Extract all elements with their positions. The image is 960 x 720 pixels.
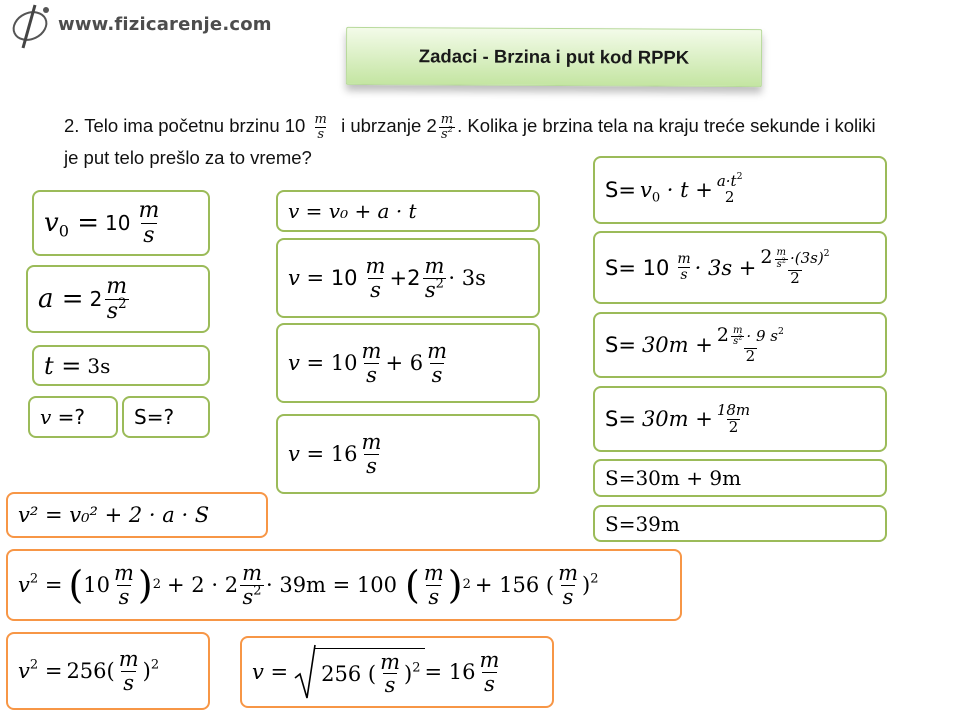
problem-text: 2. Telo ima početnu brzinu 10 $\frac{m}{s}$ i ubrzanje 2 $\frac{m}{s^2}$ . Kolika je brzina tela na kraju treće sekunde i koliki je put telo prešlo za to vreme? <box>64 111 876 168</box>
site-url[interactable]: www.fizicarenje.com <box>58 14 272 35</box>
unknown-s: S=? <box>122 396 210 438</box>
site-logo <box>6 2 58 50</box>
check-formula: v² = v₀² + 2 · a · S <box>6 492 268 538</box>
velocity-substitution: v = 10 $\frac{m}{s}$ +2 $\frac{m}{s^2}$ · 3s <box>276 238 540 318</box>
distance-step-1: S= 30m + 2 $\frac{m}{s^2}$ · 9 $s^2$ 2 <box>593 312 887 378</box>
distance-result: S=39m <box>593 505 887 542</box>
velocity-formula: v = v₀ + a · t <box>276 190 540 232</box>
check-substitution: $v^2$ = ( 10 $\frac{m}{s}$ ) 2 + 2 · 2 $\frac{m}{s^2}$ · 39m = 100 ( $\frac{m}{s}$ ) 2 + 156 ( $\frac{m}{s}$ )$^2$ <box>6 549 682 621</box>
velocity-result: v = 16 $\frac{m}{s}$ <box>276 414 540 494</box>
distance-step-3: S=30m + 9m <box>593 459 887 497</box>
distance-substitution: S= 10 $\frac{m}{s}$ · 3s + 2 $\frac{m}{s^2}$ $\cdot(3s)^2$ 2 <box>593 231 887 304</box>
distance-step-2: S= 30m + $\frac{18m}{2}$ <box>593 386 887 452</box>
given-v0: $v_0$ = 10 $\frac{m}{s}$ <box>32 190 210 256</box>
check-velocity-squared: $v^2$ = 256( $\frac{m}{s}$ )$^2$ <box>6 632 210 710</box>
distance-formula: S= $v_0 \cdot t$ + $a\cdot t^2$ 2 <box>593 156 887 224</box>
page-title: Zadaci - Brzina i put kod RPPK <box>346 27 762 87</box>
given-a: a = 2 $\frac{m}{s^2}$ <box>26 265 210 333</box>
velocity-step: v = 10 $\frac{m}{s}$ + 6 $\frac{m}{s}$ <box>276 323 540 403</box>
given-t: t = 3s <box>32 345 210 386</box>
check-velocity-result: v = 256 ( $\frac{m}{s}$ )$^2$ = 16 $\frac{m}{s}$ <box>240 636 554 708</box>
unknown-v: v =? <box>28 396 118 438</box>
